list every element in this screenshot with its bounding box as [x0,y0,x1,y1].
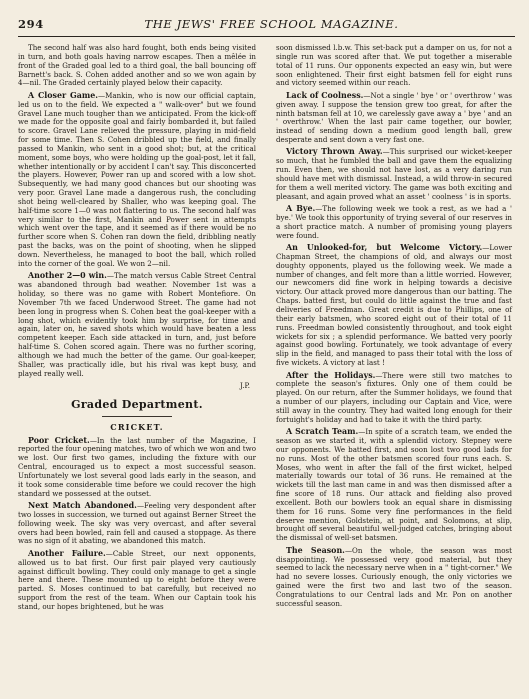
paragraph-another-win [18,272,256,378]
paragraph-holidays [276,372,512,425]
text-poor-cricket: —In the last number of the Magazine, I reported the four opening matches, two of which we won and two we lost. Our first two games, including the fixture with our Central, encouraged us to expect a most successful season. Unfortunately we lost several good lads early in the season, and it took some considerable time before we could recover the high standard we possessed at the outset. [18,435,256,498]
paragraph-the-season [276,547,512,609]
paragraph-next-match [18,502,256,546]
paragraph-poor-cricket [18,437,256,499]
paragraph-lack-coolness [276,92,512,145]
paragraph-victory-thrown [276,148,512,201]
heading-scratch-team: A Scratch Team. [286,427,359,437]
paragraph-a-bye [276,205,512,240]
text-unlooked-for: —Lower Chapman Street, the champions of old, and always our most doughty opponents, played us the following week. We made a number of changes, and felt more than a little worried. However, our newcomers did fine work in helping towards a decisive victory. Our attack proved more dangerous than our batting. The Chaps. batted first, but could do little against the true and fast deliveries of Freedman. Great credit is due to Phillips, one of their early batsmen, who scored eight out of their total of 11 runs. Freedman bowled consistently throughout, and took eight wickets for six ; a splendid performance. We batted very poorly against good bowling. Fortunately, we took advantage of every slip in the field, and managed to pass their total with the loss of five wickets. A victory at last ! [276,243,512,368]
heading-closer-game: A Closer Game. [28,90,98,100]
right-column [276,44,512,612]
heading-another-win: Another 2—0 win. [28,271,107,281]
heading-holidays: After the Holidays. [286,370,376,380]
heading-a-bye: A Bye. [286,204,316,214]
left-column [18,44,256,615]
text-victory-thrown: —This surprised our wicket-keeper so much, that he fumbled the ball and gave them the equalizing run. Even then, we should not have lost, as a very daring run should have met with dismissal. Instead, a wild throw-in secured for them a well merited victory. The game was both exciting and pleasant, and again proved what an asset ' coolness ' is in sports. [276,147,512,201]
page-header [18,12,515,37]
paragraph-closer-game [18,92,256,269]
paragraph-another-failure [18,550,256,612]
text-closer-game: —Mankin, who is now our official captain, led us on to the field. We expected a " walk-over" but we found Gravel Lane much tougher than we anticipated. From the kick-off we made for the opposite goal and fairly bombarded it, but failed to score. Gravel Lane relieved the pressure, playing in mid-field for some time. Then S. Cohen dribbled up the field, and finally passed to Mankin, who sent in a good shot; but, at the critical moment, some boys, who were holding up the goal-post, let it fall, whether intentionally or by accident I can't say. This disconcerted the players. However, Power ran up and scored with a low shot. Subsequently, we had many good chances but our shooting was very poor. Gravel Lane made a dangerous rush, the concluding shot being well-cleared by Shaller, who was keeping goal. The half-time score 1—0 was not flattering to us. The second half was very similar to the first, Mankin and Power sent in attempts which went over the tape, and it seemed as if there would be no further score when S. Cohen ran down the field, dribbling neatly past the backs, was on the point of shooting, when he slipped down. Nevertheless, he managed to boot the ball, which rolled into the corner of the goal. We won 2—nil. [18,90,256,268]
text-another-failure: —Cable Street, our next opponents, allowed us to bat first. Our first pair played very cautiously against difficult bowling. They could only manage to get a single here and there. These mounted up to eight before they were parted. S. Moses continued to bat carefully, but received no support from the rest of the team. When our Captain took his stand, our hopes brightened, but he was [18,548,257,611]
author-signature: J.P. [239,382,250,390]
heading-unlooked-for: An Unlooked-for, but Welcome Victory. [286,243,483,253]
text-next-match: —Feeling very despondent after two losses in succession, we turned out against Berner Street the following week. The sky was very overcast, and after several overs had been bowled, rain fell and caused a stoppage. As there was no sign of it abating, we abandoned this match. [18,501,256,546]
heading-another-failure: Another Failure. [28,548,106,558]
paragraph-second-half: The second half was also hard fought, both ends being visited in turn, and both goals having narrow escapes. Then a mêlée in front of the Graded goal led to a third goal, the ball bouncing off Barnett's back. S. Cohen added another and so we won again by 4—nil. The Graded certainly played below their capacity. [18,43,256,88]
heading-lack-coolness: Lack of Coolness. [286,90,364,100]
page-number: 294 [18,17,44,31]
paragraph-continuation: soon dismissed l.b.w. This set-back put a damper on us, for not a single run was scored after that. We put together a miserable total of 11 runs. Our opponents expected an easy win, but were soon enlightened. Their first eight batsmen fell for eight runs and victory seemed within our reach. [276,43,512,88]
text-holidays: —There were still two matches to complete the season's fixtures. Only one of them could be played. On our return, after the Summer holidays, we found that a number of our players, including our Captain and Vice, were still away in the country. They had waited long enough for their fortuight's holiday and had to take it with the third party. [276,370,512,424]
text-a-bye: —The following week we took a rest, as we had a ' bye.' We took this opportunity of trying several of our reserves in a short practice match. A number of promising young players were found. [276,204,512,240]
text-scratch-team: —In spite of a scratch team, we ended the season as we started it, with a splendid victory. Stepney were our opponents. We batted first, and soon lost two good lads for no runs. Most of the other batsmen scored four runs each. S. Moses, who went in after the fall of the first wicket, helped materially towards our total of 36 runs. He remained at the wickets till the last man came in and was then dismissed after a fine score of 18 runs. Our attack and fielding also proved excellent. Both our bowlers took an equal share in dismissing them for 16 runs. Some very fine performances in the field deserve mention, Goldstein, at point, and Solomons, at slip, brought off several beautiful well-judged catches, bringing about the dismissal of well-set batsmen. [276,427,512,543]
paragraph-scratch-team [276,428,512,543]
text-the-season: —On the whole, the season was most disappointing. We possessed very good material, but they seemed to lack the necessary nerve when in a " tight-corner." We had no severe losses. Curiously enough, the only victories we gained were the first two and last two of the season. Congratulations to our Central lads and Mr. Pon on another successful season. [276,545,512,608]
heading-poor-cricket: Poor Cricket. [28,435,90,445]
paragraph-unlooked-for [276,244,512,368]
running-title: THE JEWS' FREE SCHOOL MAGAZINE. [144,17,399,31]
text-another-win: —The match versus Cable Street Central was abandoned through bad weather. November 1st was a holiday, so there was no game with Robert Montefiore. On November 7th we faced Underwood Street. The game had not been long in progress when S. Cohen beat the goal-keeper with a long shot, which evidently took him by surprise, for time and again, later on, he saved shots which would have beaten a less competent keeper. Each side attacked in turn, and, just before half-time S. Cohen scored again. There was no further scoring, although we had much the better of the game. Our goal-keeper, Shaller, was practically idle, but his rival was kept busy, and played really well. [18,271,257,378]
heading-victory-thrown: Victory Thrown Away. [286,147,383,157]
section-title: Graded Department. [71,397,203,411]
heading-the-season: The Season. [286,545,345,555]
text-lack-coolness: —Not a single ' bye ' or ' overthrow ' was given away. I suppose the tension grew too great, for after the ninth batsman fell at 10, we carelessly gave away a ' bye ' and an ' overthrow.' When the last pair came together, our bowler, instead of sending down a medium good length ball, grew desperate and sent down a very fast one. [276,90,512,145]
section-divider [102,416,172,417]
heading-next-match: Next Match Abandoned. [28,501,137,511]
section-subtitle: CRICKET. [110,421,164,432]
